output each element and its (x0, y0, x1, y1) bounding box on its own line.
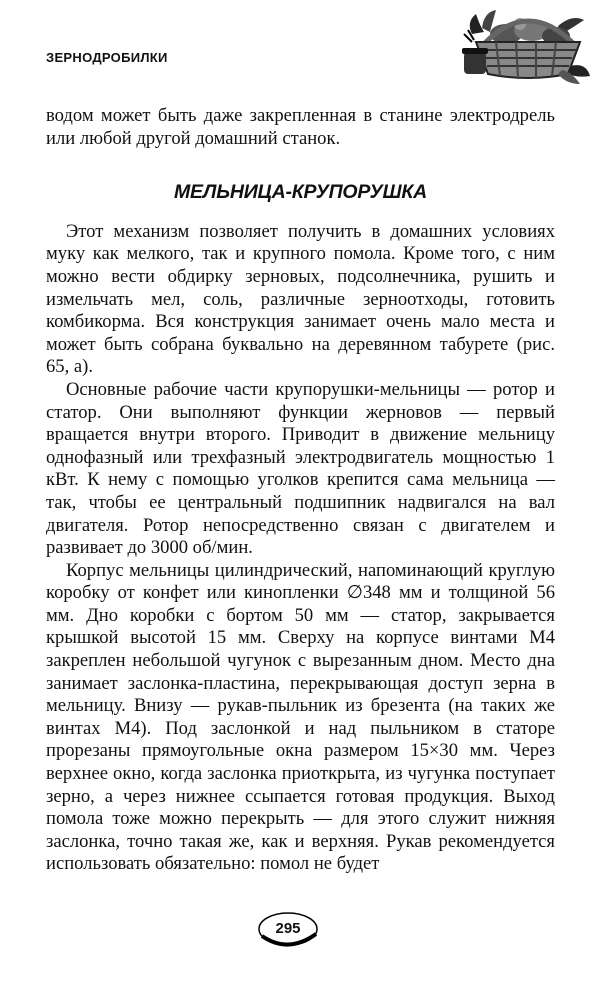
section-title: МЕЛЬНИЦА-КРУПОРУШКА (173, 181, 428, 204)
page-number: 295 (275, 920, 301, 937)
continuation-paragraph: водом может быть даже закрепленная в станине электродрель или любой другой домашний станок. (46, 105, 555, 149)
paragraph-3: Корпус мельницы цилиндрический, напоминающий круглую коробку от конфет или кинопленки ∅348 мм и толщиной 56 мм. Дно коробки с бортом 50 мм — статор, закрывается крышкой высотой 15 мм. Сверху на корпусе винтами М4 закреплен небольшой чугунок с вырезанным дном. Место дна занимает заслонка-пластина, перекрывающая доступ зерна в мельницу. Внизу — рукав-пыльник из брезента (на таких же винтах М4). Под заслонкой и над пыльником в статоре прорезаны прямоугольные окна размером 15×30 мм. Через верхнее окно, когда заслонка приоткрыта, из чугунка поступает зерно, а через нижнее ссыпается готовая продукция. Выход помола тоже можно перекрыть — для этого служит нижняя заслонка, точно такая же, как и верхняя. Рукав рекомендуется использовать обязательно: помол не будет (46, 559, 555, 875)
running-header: ЗЕРНОДРОБИЛКИ (46, 50, 168, 65)
page-number-badge (256, 910, 320, 948)
paragraph-1: Этот механизм позволяет получить в домашних условиях муку как мелкого, так и крупного помола. Кроме того, с ним можно вести обдирку зерновых, подсолнечника, рушить и измельчать мел, соль, различные зерноотходы, готовить комбикорма. Вся конструкция занимает очень мало места и может быть собрана буквально на деревянном табурете (рис. 65, а). (46, 220, 555, 378)
page-body (46, 105, 555, 876)
basket-of-vegetables-icon (462, 4, 592, 86)
paragraph-2: Основные рабочие части крупорушки-мельницы — ротор и статор. Они выполняют функции жерновов — первый вращается внутри второго. Приводит в движение мельницу однофазный или трехфазный электродвигатель мощностью 1 кВт. К нему с помощью уголков крепится сама мельница — так, чтобы ее центральный подшипник надвигался на вал двигателя. Ротор непосредственно связан с двигателем и развивает до 3000 об/мин. (46, 378, 555, 559)
